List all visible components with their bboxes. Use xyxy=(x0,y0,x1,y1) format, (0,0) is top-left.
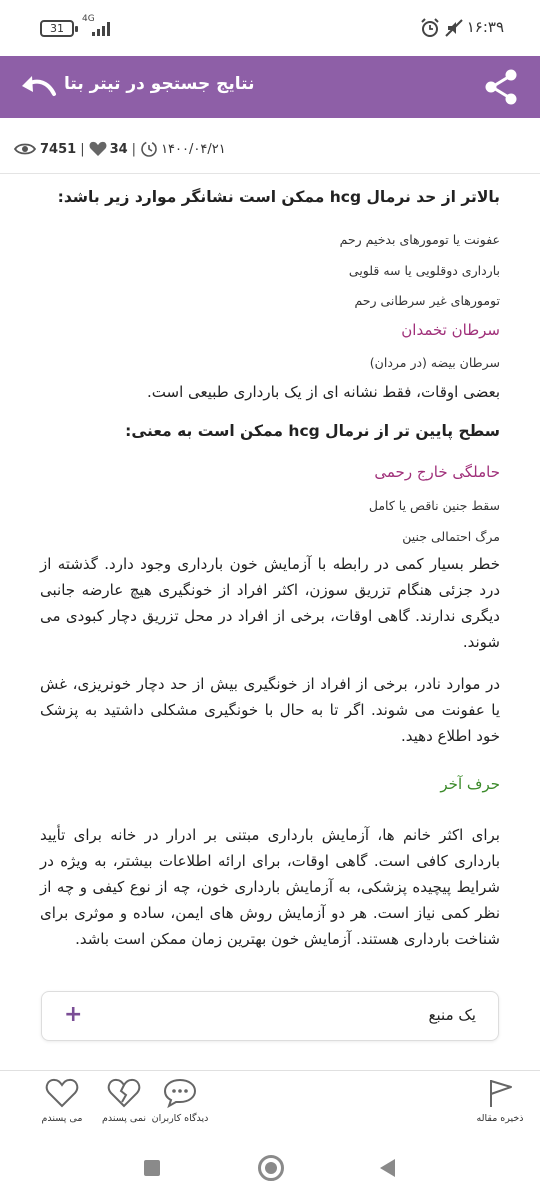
last-word-heading: حرف آخر xyxy=(440,775,500,793)
paragraph-risk: خطر بسیار کمی در رابطه با آزمایش خون بارداری وجود دارد. گذشته از درد جزئی هنگام تزریق سوزن، اکثر افراد از خونگیری هیچ عارضه جانبی دیگری ندارند. گاهی اوقات، برخی از افراد در محل تزریق دچار کبودی می شوند. xyxy=(40,555,500,651)
list-item: سقط جنین ناقص یا کامل xyxy=(368,498,500,513)
battery-level: 31 xyxy=(50,22,64,35)
save-label: ذخیره مقاله xyxy=(476,1113,524,1124)
network-type: 4G xyxy=(82,14,95,24)
paragraph-rare: در موارد نادر، برخی از افراد از خونگیری بیش از حد دچار خونریزی، غش یا عفونت می شوند. اگر تا به حال با خونگیری مشکلی داشتید به پزشک خود اطلاع دهید. xyxy=(40,675,500,745)
page-title: نتایج جستجو در تیتر بتا xyxy=(64,74,255,94)
dislike-label: نمی پسندم xyxy=(102,1113,146,1124)
article-action-bar xyxy=(0,1070,540,1140)
like-label: می پسندم xyxy=(41,1113,83,1124)
paragraph-final: برای اکثر خانم ها، آزمایش بارداری مبتنی بر ادرار در خانه برای تأیید بارداری کافی است. گاهی اوقات، برای ارائه اطلاعات بیشتر، به ویژه در شرایط پیچیده پزشکی، به آزمایش بارداری خون، چه از نوع کیفی و چه از نظر کمی نیاز است. هر دو آزمایش روش های ایمن، ساده و موثری برای شناخت بارداری هستند. آزمایش خون بهترین زمان ممکن است باشد. xyxy=(40,826,500,948)
app-bar xyxy=(0,56,540,118)
system-nav-bar xyxy=(0,1140,540,1200)
article-meta xyxy=(0,118,540,174)
views-count: 7451 xyxy=(40,141,77,157)
expand-plus-icon[interactable]: + xyxy=(64,1002,83,1027)
list-item: بارداری دوقلویی یا سه قلویی xyxy=(348,263,500,278)
signal-icon xyxy=(92,20,114,36)
heart-outline-icon xyxy=(45,1077,79,1109)
mute-icon xyxy=(444,18,464,38)
heart-filled-icon xyxy=(89,141,107,157)
list-item: عفونت یا تومورهای بدخیم رحم xyxy=(339,232,500,247)
save-article-button[interactable] xyxy=(464,1077,536,1124)
broken-heart-icon xyxy=(107,1077,141,1109)
comments-button[interactable] xyxy=(144,1077,216,1124)
meta-separator: | xyxy=(80,141,85,157)
heading-low-hcg: سطح پایین تر از نرمال hcg ممکن است به معنی: xyxy=(125,422,500,440)
eye-icon xyxy=(14,142,36,156)
list-item: مرگ احتمالی جنین xyxy=(402,529,500,544)
meta-separator: | xyxy=(131,141,137,157)
publish-date: ۱۴۰۰/۰۴/۲۱ xyxy=(161,141,226,157)
battery-icon xyxy=(40,20,74,37)
ectopic-pregnancy-link[interactable]: حاملگی خارج رحمی xyxy=(374,463,500,481)
nav-back-icon[interactable] xyxy=(380,1159,395,1177)
paragraph: بعضی اوقات، فقط نشانه ای از یک بارداری طبیعی است. xyxy=(147,383,500,401)
list-item: تومورهای غیر سرطانی رحم xyxy=(354,293,500,308)
flag-icon xyxy=(483,1077,517,1109)
history-icon xyxy=(140,140,158,158)
status-bar xyxy=(0,0,540,56)
ovarian-cancer-link[interactable]: سرطان تخمدان xyxy=(401,321,500,339)
recent-apps-icon[interactable] xyxy=(144,1160,160,1176)
chat-bubble-icon xyxy=(162,1077,198,1109)
back-arrow-icon[interactable] xyxy=(18,70,58,104)
heading-high-hcg: بالاتر از حد نرمال hcg ممکن است نشانگر موارد زیر باشد: xyxy=(57,188,500,206)
sources-accordion[interactable] xyxy=(41,991,499,1041)
home-icon[interactable] xyxy=(258,1155,284,1181)
clock: ۱۶:۳۹ xyxy=(466,18,504,36)
list-item: سرطان بیضه (در مردان) xyxy=(369,355,500,370)
sources-label: یک منبع xyxy=(428,1006,476,1024)
alarm-icon xyxy=(420,18,440,38)
share-icon[interactable] xyxy=(480,66,522,108)
comments-label: دیدگاه کاربران xyxy=(151,1113,209,1124)
likes-count: 34 xyxy=(109,141,128,157)
